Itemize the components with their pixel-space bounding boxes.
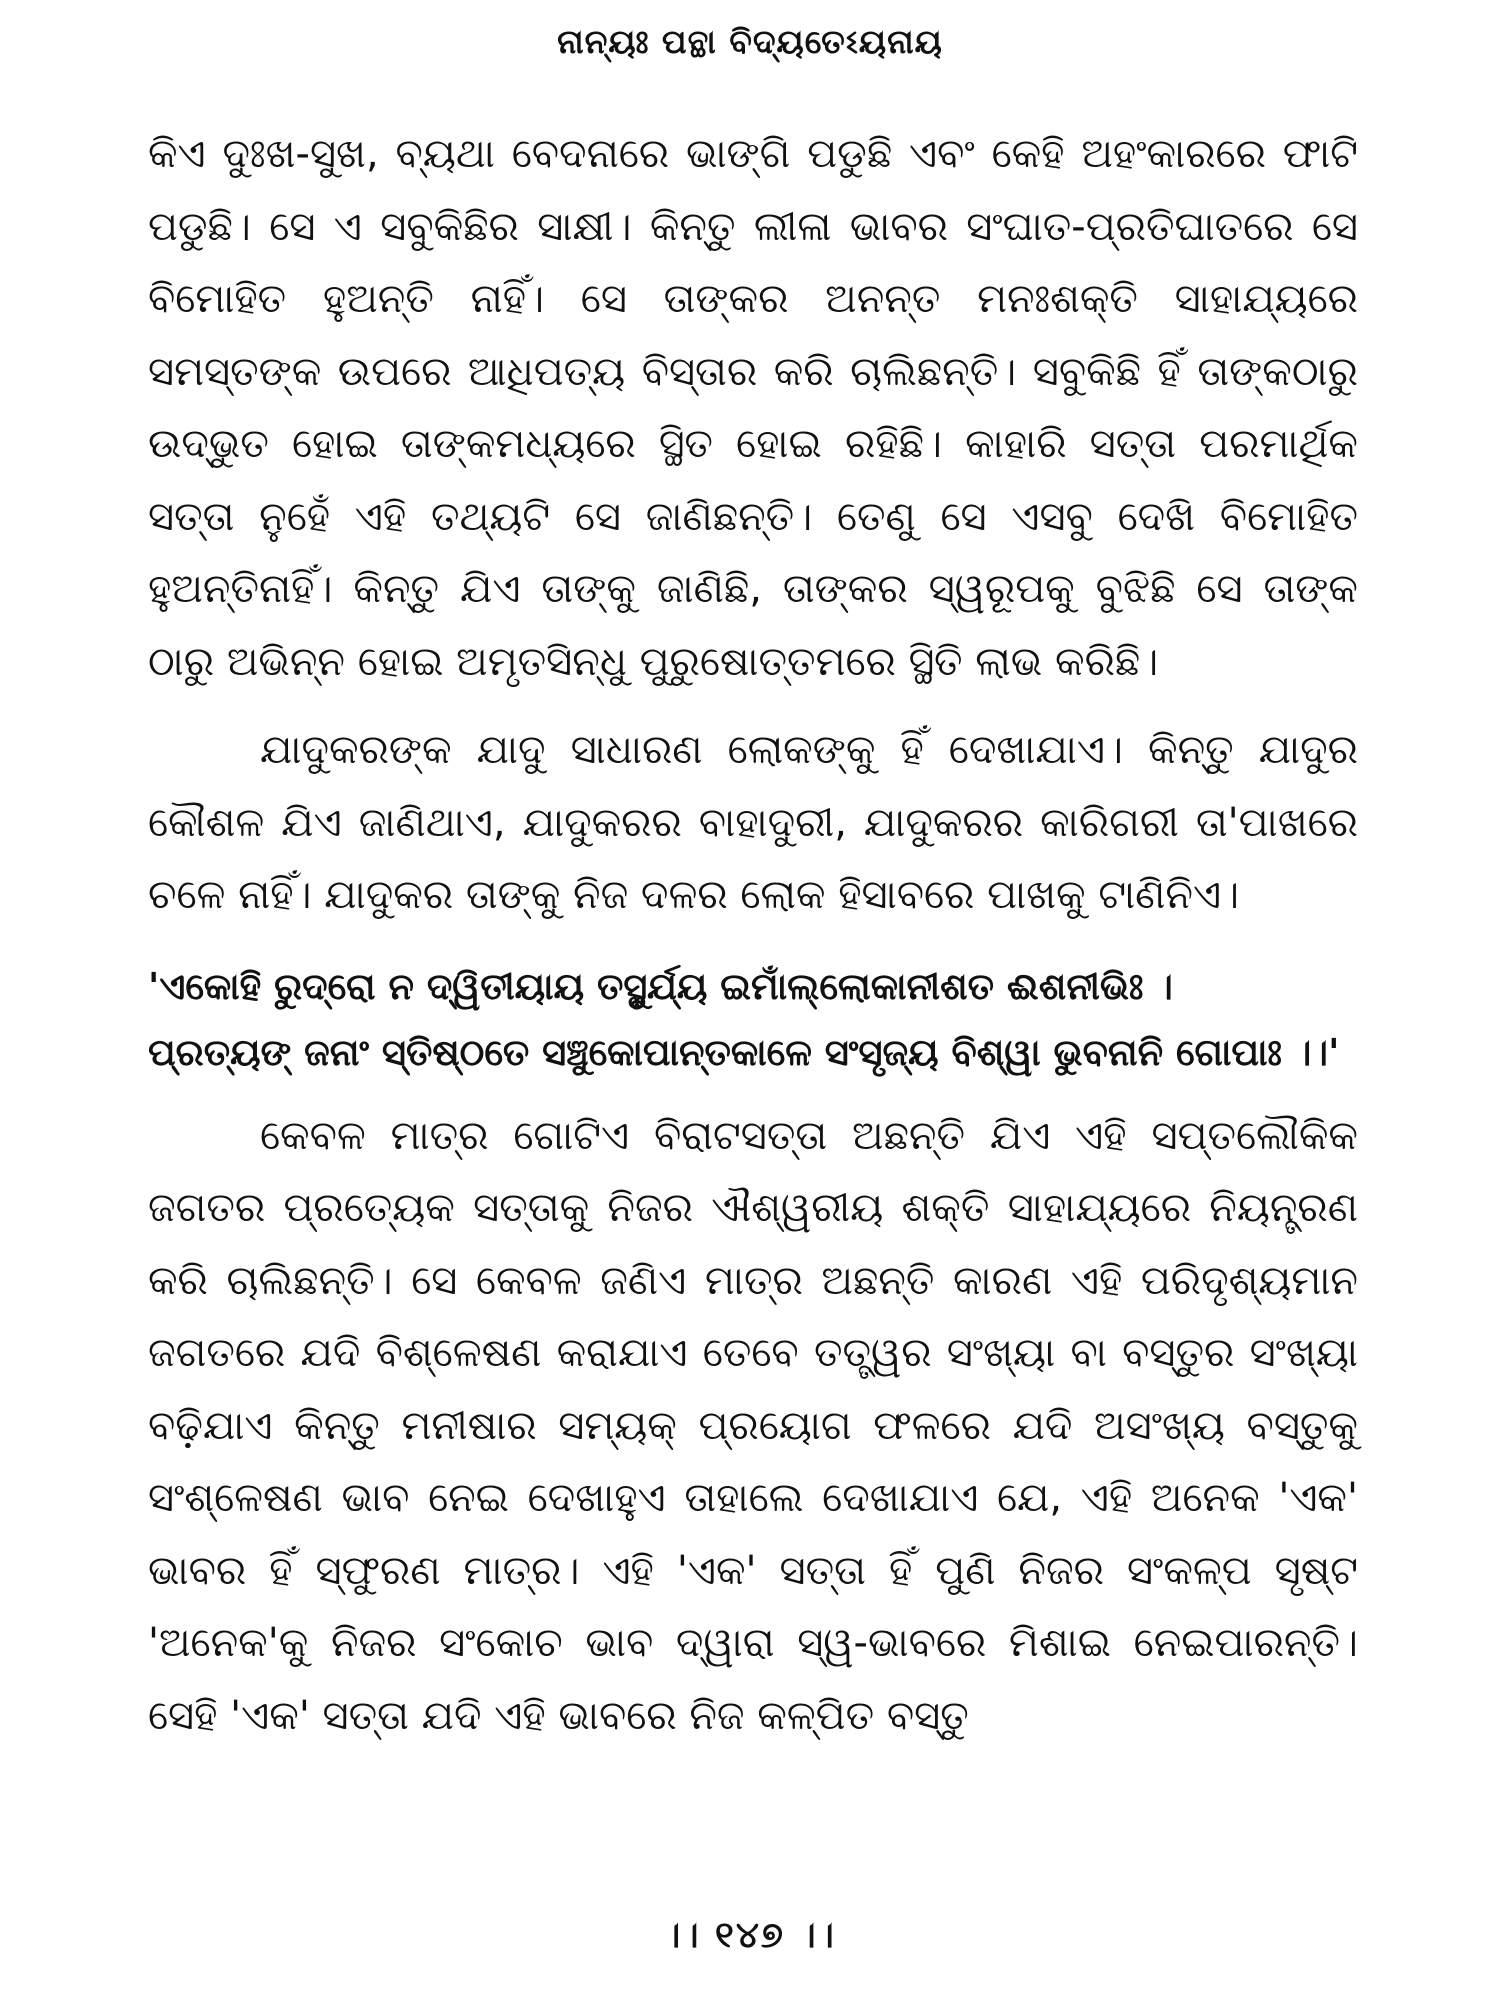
sanskrit-verse bbox=[148, 954, 1358, 1086]
body-text bbox=[148, 118, 1358, 1752]
paragraph-3: କେବଳ ମାତ୍ର ଗୋଟିଏ ବିରାଟସତ୍ତା ଅଛନ୍ତି ଯିଏ ଏହି ସପ୍ତଲୌକିକ ଜଗତର ପ୍ରତ୍ୟେକ ସତ୍ତାକୁ ନିଜର ଐଶ୍ୱରୀୟ ଶକ୍ତି ସାହାଯ୍ୟରେ ନିୟନ୍ତ୍ରଣ କରି ଚାଲିଛନ୍ତି। ସେ କେବଳ ଜଣିଏ ମାତ୍ର ଅଛନ୍ତି କାରଣ ଏହି ପରିଦୃଶ୍ୟମାନ ଜଗତରେ ଯଦି ବିଶ୍ଳେଷଣ କରାଯାଏ ତେବେ ତତ୍ତ୍ୱର ସଂଖ୍ୟା ବା ବସ୍ତୁର ସଂଖ୍ୟା ବଢ଼ିଯାଏ କିନ୍ତୁ ମନୀଷାର ସମ୍ୟକ୍ ପ୍ରୟୋଗ ଫଳରେ ଯଦି ଅସଂଖ୍ୟ ବସ୍ତୁକୁ ସଂଶ୍ଳେଷଣ ଭାବ ନେଇ ଦେଖାହୁଏ ତାହାଲେ ଦେଖାଯାଏ ଯେ, ଏହି ଅନେକ 'ଏକ' ଭାବର ହିଁ ସ୍ଫୁରଣ ମାତ୍ର। ଏହି 'ଏକ' ସତ୍ତା ହିଁ ପୁଣି ନିଜର ସଂକଳ୍ପ ସୃଷ୍ଟ 'ଅନେକ'କୁ ନିଜର ସଂକୋଚ ଭାବ ଦ୍ୱାରା ସ୍ୱ-ଭାବରେ ମିଶାଇ ନେଇପାରନ୍ତି। ସେହି 'ଏକ' ସତ୍ତା ଯଦି ଏହି ଭାବରେ ନିଜ କଳ୍ପିତ ବସ୍ତୁ bbox=[148, 1112, 1358, 1739]
paragraph-2: ଯାଦୁକରଙ୍କ ଯାଦୁ ସାଧାରଣ ଲୋକଙ୍କୁ ହିଁ ଦେଖାଯାଏ। କିନ୍ତୁ ଯାଦୁର କୌଶଳ ଯିଏ ଜାଣିଥାଏ, ଯାଦୁକରର ବାହାଦୁରୀ, ଯାଦୁକରର କାରିଗରୀ ତା'ପାଖରେ ଚଳେ ନାହିଁ। ଯାଦୁକର ତାଙ୍କୁ ନିଜ ଦଳର ଲୋକ ହିସାବରେ ପାଖକୁ ଟାଣିନିଏ। bbox=[148, 727, 1358, 918]
verse-line-2: ପ୍ରତ୍ୟଙ୍ ଜନାଂ ସ୍ତିଷ୍ଠତେ ସଞ୍ଚୁକୋପାନ୍ତକାଳେ ସଂସୃଜ୍ୟ ବିଶ୍ୱା ଭୁବନାନି ଗୋପାଃ ।।' bbox=[148, 1030, 1340, 1074]
page-number: ।। ୧୪୭ ।। bbox=[664, 1915, 836, 1956]
verse-line-1: 'ଏକୋହି ରୁଦ୍ରୋ ନ ଦ୍ୱିତୀୟାୟ ତସ୍ଥୁର୍ଯ୍ୟ ଇମାଁଲ୍ଲୋକାନୀଶତ ଈଶନୀଭିଃ । bbox=[148, 964, 1173, 1008]
running-header: ନାନ୍ୟଃ ପନ୍ଥା ବିଦ୍ୟତେଽୟନାୟ bbox=[557, 22, 943, 61]
paragraph-1: କିଏ ଦୁଃଖ-ସୁଖ, ବ୍ୟଥା ବେଦନାରେ ଭାଙ୍ଗି ପଡୁଛି ଏବଂ କେହି ଅହଂକାରରେ ଫାଟି ପଡୁଛି। ସେ ଏ ସବୁକିଛିର ସାକ୍ଷୀ। କିନ୍ତୁ ଲୀଳା ଭାବର ସଂଘାତ-ପ୍ରତିଘାତରେ ସେ ବିମୋହିତ ହୁଅନ୍ତି ନାହିଁ। ସେ ତାଙ୍କର ଅନନ୍ତ ମନଃଶକ୍ତି ସାହାଯ୍ୟରେ ସମସ୍ତଙ୍କ ଉପରେ ଆଧିପତ୍ୟ ବିସ୍ତାର କରି ଚାଲିଛନ୍ତି। ସବୁକିଛି ହିଁ ତାଙ୍କଠାରୁ ଉଦ୍‌ଭୁତ ହୋଇ ତାଙ୍କମଧ୍ୟରେ ସ୍ଥିତ ହୋଇ ରହିଛି। କାହାରି ସତ୍ତା ପରମାର୍ଥିକ ସତ୍ତା ନୁହେଁ ଏହି ତଥ୍ୟଟି ସେ ଜାଣିଛନ୍ତି। ତେଣୁ ସେ ଏସବୁ ଦେଖି ବିମୋହିତ ହୁଅନ୍ତିନାହିଁ। କିନ୍ତୁ ଯିଏ ତାଙ୍କୁ ଜାଣିଛି, ତାଙ୍କର ସ୍ୱରୂପକୁ ବୁଝିଛି ସେ ତାଙ୍କ ଠାରୁ ଅଭିନ୍ନ ହୋଇ ଅମୃତସିନ୍ଧୁ ପୁରୁଷୋତ୍ତମରେ ସ୍ଥିତି ଲାଭ କରିଛି। bbox=[148, 131, 1358, 685]
